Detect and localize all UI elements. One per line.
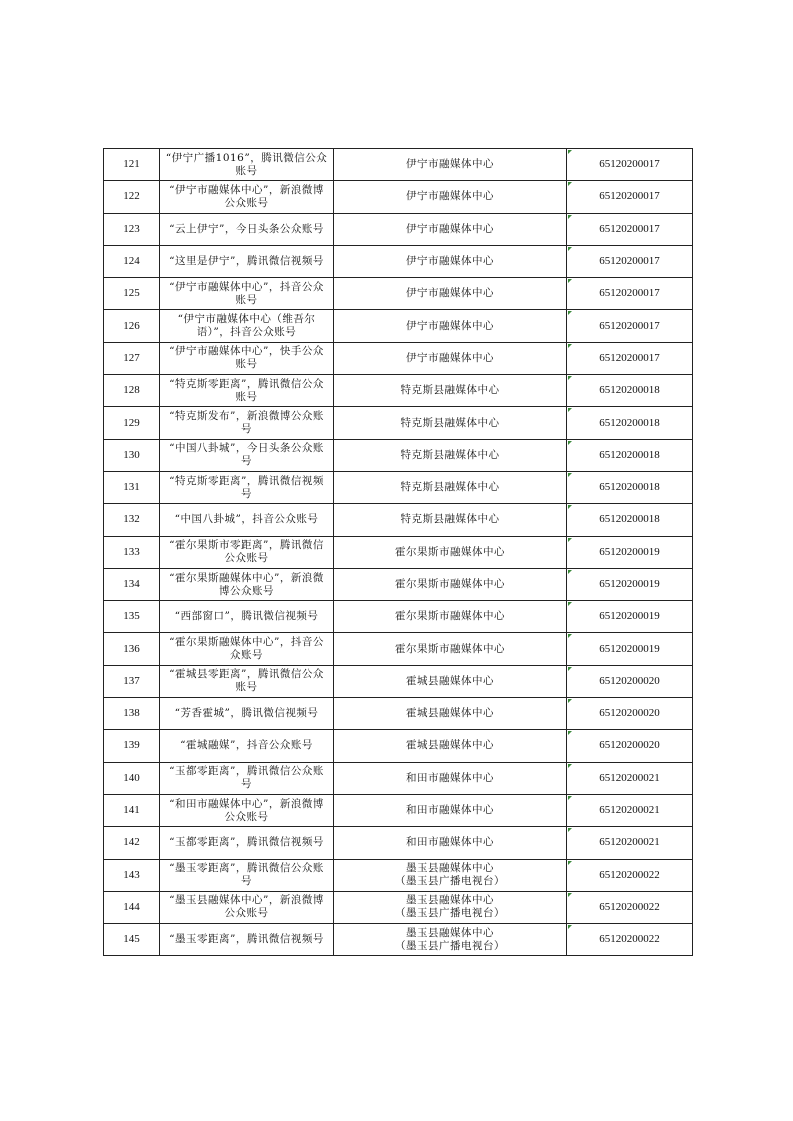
license-code-text: 65120200021 bbox=[599, 836, 660, 849]
row-number-cell: 123 bbox=[104, 213, 160, 245]
organization-line: 霍城县融媒体中心 bbox=[406, 674, 494, 687]
account-name-cell bbox=[160, 213, 334, 245]
table-row bbox=[104, 310, 693, 342]
account-name-line: 号 bbox=[241, 455, 252, 468]
license-code-text: 65120200017 bbox=[599, 190, 660, 203]
account-name-line: 公众账号 bbox=[224, 810, 269, 823]
account-name-cell bbox=[160, 471, 334, 503]
account-name-line: “玉都零距离”，腾讯微信视频号 bbox=[169, 836, 324, 849]
license-code-text: 65120200021 bbox=[599, 771, 660, 784]
cell-marker-icon bbox=[568, 215, 572, 219]
license-code-cell bbox=[567, 213, 693, 245]
organization-cell bbox=[334, 213, 567, 245]
license-code-cell bbox=[567, 698, 693, 730]
table-row bbox=[104, 827, 693, 859]
organization-line: 墨玉县融媒体中心 bbox=[406, 862, 494, 875]
license-code-cell bbox=[567, 891, 693, 923]
license-code-text: 65120200019 bbox=[599, 545, 660, 558]
organization-cell bbox=[334, 439, 567, 471]
row-number-cell: 130 bbox=[104, 439, 160, 471]
row-number-cell: 144 bbox=[104, 891, 160, 923]
row-number-cell: 141 bbox=[104, 794, 160, 826]
organization-cell bbox=[334, 245, 567, 277]
organization-cell bbox=[334, 924, 567, 956]
account-name-line: 众账号 bbox=[230, 649, 263, 662]
account-name-line: “墨玉零距离”，腾讯微信视频号 bbox=[169, 933, 324, 946]
organization-line: 和田市融媒体中心 bbox=[406, 804, 494, 817]
account-name-line: “西部窗口”，腾讯微信视频号 bbox=[174, 610, 319, 623]
account-name-line: “特克斯零距离”，腾讯微信视频 bbox=[169, 474, 324, 487]
license-code-text: 65120200018 bbox=[599, 513, 660, 526]
license-code-text: 65120200017 bbox=[599, 287, 660, 300]
table-row bbox=[104, 213, 693, 245]
account-name-line: 博公众账号 bbox=[219, 584, 274, 597]
organization-line: 墨玉县融媒体中心 bbox=[406, 926, 494, 939]
organization-cell bbox=[334, 601, 567, 633]
organization-line: 特克斯县融媒体中心 bbox=[400, 448, 500, 461]
row-number-cell: 125 bbox=[104, 278, 160, 310]
license-code-cell bbox=[567, 568, 693, 600]
cell-marker-icon bbox=[568, 441, 572, 445]
organization-line: 霍尔果斯市融媒体中心 bbox=[395, 642, 505, 655]
row-number-cell: 135 bbox=[104, 601, 160, 633]
organization-cell bbox=[334, 827, 567, 859]
license-code-text: 65120200019 bbox=[599, 642, 660, 655]
license-code-cell bbox=[567, 278, 693, 310]
organization-cell bbox=[334, 407, 567, 439]
cell-marker-icon bbox=[568, 150, 572, 154]
table-row bbox=[104, 665, 693, 697]
row-number-cell: 129 bbox=[104, 407, 160, 439]
cell-marker-icon bbox=[568, 796, 572, 800]
organization-line: （墨玉县广播电视台） bbox=[395, 939, 505, 952]
cell-marker-icon bbox=[568, 538, 572, 542]
row-number-cell: 133 bbox=[104, 536, 160, 568]
account-name-cell bbox=[160, 439, 334, 471]
row-number-cell: 143 bbox=[104, 859, 160, 891]
account-name-line: 账号 bbox=[235, 358, 258, 371]
license-code-cell bbox=[567, 633, 693, 665]
account-name-cell bbox=[160, 633, 334, 665]
cell-marker-icon bbox=[568, 570, 572, 574]
cell-marker-icon bbox=[568, 731, 572, 735]
account-name-line: “伊宁广播1016”，腾讯微信公众 bbox=[165, 151, 328, 164]
table-row bbox=[104, 601, 693, 633]
table-row bbox=[104, 536, 693, 568]
table-row bbox=[104, 504, 693, 536]
account-name-line: “特克斯零距离”，腾讯微信公众 bbox=[169, 377, 324, 390]
account-name-line: 公众账号 bbox=[224, 907, 269, 920]
account-name-line: “霍城县零距离”，腾讯微信公众 bbox=[169, 668, 324, 681]
account-name-line: 公众账号 bbox=[224, 552, 269, 565]
license-code-cell bbox=[567, 245, 693, 277]
license-code-text: 65120200017 bbox=[599, 158, 660, 171]
license-code-text: 65120200018 bbox=[599, 448, 660, 461]
table-row bbox=[104, 859, 693, 891]
row-number-cell: 140 bbox=[104, 762, 160, 794]
table-row bbox=[104, 891, 693, 923]
account-name-line: “云上伊宁”，今日头条公众账号 bbox=[169, 222, 324, 235]
table-row bbox=[104, 342, 693, 374]
account-name-line: 语）”，抖音公众账号 bbox=[196, 326, 297, 339]
license-code-cell bbox=[567, 924, 693, 956]
account-name-cell bbox=[160, 827, 334, 859]
cell-marker-icon bbox=[568, 182, 572, 186]
license-code-cell bbox=[567, 310, 693, 342]
organization-cell bbox=[334, 181, 567, 213]
account-name-cell bbox=[160, 536, 334, 568]
organization-cell bbox=[334, 568, 567, 600]
account-name-cell bbox=[160, 924, 334, 956]
organization-line: 霍尔果斯市融媒体中心 bbox=[395, 578, 505, 590]
account-name-cell bbox=[160, 278, 334, 310]
cell-marker-icon bbox=[568, 893, 572, 897]
organization-line: 伊宁市融媒体中心 bbox=[406, 222, 494, 235]
license-code-text: 65120200022 bbox=[599, 900, 660, 913]
organization-line: 伊宁市融媒体中心 bbox=[406, 287, 494, 300]
organization-cell bbox=[334, 471, 567, 503]
license-code-text: 65120200018 bbox=[599, 481, 660, 494]
cell-marker-icon bbox=[568, 602, 572, 606]
license-code-text: 65120200021 bbox=[599, 804, 660, 817]
cell-marker-icon bbox=[568, 828, 572, 832]
license-code-text: 65120200017 bbox=[599, 255, 660, 268]
cell-marker-icon bbox=[568, 311, 572, 315]
license-code-cell bbox=[567, 827, 693, 859]
account-name-line: 号 bbox=[241, 778, 252, 791]
license-code-text: 65120200020 bbox=[599, 739, 660, 752]
cell-marker-icon bbox=[568, 699, 572, 703]
account-name-line: “伊宁市融媒体中心（维吾尔 bbox=[177, 313, 316, 326]
row-number-cell: 131 bbox=[104, 471, 160, 503]
license-code-text: 65120200022 bbox=[599, 933, 660, 946]
table-row bbox=[104, 245, 693, 277]
account-name-line: 公众账号 bbox=[224, 196, 269, 209]
organization-line: 特克斯县融媒体中心 bbox=[400, 481, 500, 494]
account-name-line: “中国八卦城”，今日头条公众账 bbox=[169, 442, 324, 455]
account-name-line: “霍尔果斯融媒体中心”，抖音公 bbox=[169, 636, 324, 649]
account-name-line: 账号 bbox=[235, 390, 258, 403]
license-code-cell bbox=[567, 859, 693, 891]
account-name-line: “芳香霍城”，腾讯微信视频号 bbox=[174, 707, 319, 720]
license-code-text: 65120200018 bbox=[599, 416, 660, 429]
cell-marker-icon bbox=[568, 634, 572, 638]
license-code-cell bbox=[567, 375, 693, 407]
organization-line: 特克斯县融媒体中心 bbox=[400, 513, 500, 526]
organization-cell bbox=[334, 278, 567, 310]
table-row bbox=[104, 568, 693, 600]
account-name-cell bbox=[160, 342, 334, 374]
cell-marker-icon bbox=[568, 473, 572, 477]
cell-marker-icon bbox=[568, 344, 572, 348]
account-name-line: “霍尔果斯融媒体中心”，新浪微 bbox=[169, 571, 324, 584]
organization-line: 霍尔果斯市融媒体中心 bbox=[395, 610, 505, 623]
account-name-line: 号 bbox=[241, 875, 252, 888]
row-number-cell: 122 bbox=[104, 181, 160, 213]
account-name-cell bbox=[160, 859, 334, 891]
license-code-cell bbox=[567, 471, 693, 503]
table-row bbox=[104, 794, 693, 826]
license-code-cell bbox=[567, 730, 693, 762]
license-code-cell bbox=[567, 342, 693, 374]
table-row bbox=[104, 698, 693, 730]
organization-line: 伊宁市融媒体中心 bbox=[406, 158, 494, 171]
organization-line: 霍城县融媒体中心 bbox=[406, 739, 494, 752]
account-name-line: 号 bbox=[241, 487, 252, 500]
row-number-cell: 137 bbox=[104, 665, 160, 697]
license-code-text: 65120200017 bbox=[599, 351, 660, 364]
license-code-cell bbox=[567, 794, 693, 826]
cell-marker-icon bbox=[568, 376, 572, 380]
organization-line: 特克斯县融媒体中心 bbox=[400, 384, 500, 397]
account-name-line: “伊宁市融媒体中心”，抖音公众 bbox=[169, 280, 324, 293]
account-name-cell bbox=[160, 149, 334, 181]
cell-marker-icon bbox=[568, 925, 572, 929]
license-code-cell bbox=[567, 504, 693, 536]
account-name-cell bbox=[160, 665, 334, 697]
organization-line: （墨玉县广播电视台） bbox=[395, 875, 505, 888]
cell-marker-icon bbox=[568, 408, 572, 412]
cell-marker-icon bbox=[568, 667, 572, 671]
organization-cell bbox=[334, 310, 567, 342]
organization-cell bbox=[334, 698, 567, 730]
license-code-cell bbox=[567, 439, 693, 471]
organization-line: （墨玉县广播电视台） bbox=[395, 907, 505, 920]
account-name-cell bbox=[160, 568, 334, 600]
row-number-cell: 142 bbox=[104, 827, 160, 859]
account-name-line: “玉都零距离”，腾讯微信公众账 bbox=[169, 765, 324, 778]
account-name-cell bbox=[160, 794, 334, 826]
row-number-cell: 136 bbox=[104, 633, 160, 665]
organization-line: 伊宁市融媒体中心 bbox=[406, 190, 494, 203]
organization-cell bbox=[334, 149, 567, 181]
table-row bbox=[104, 633, 693, 665]
organization-cell bbox=[334, 730, 567, 762]
row-number-cell: 139 bbox=[104, 730, 160, 762]
organization-cell bbox=[334, 794, 567, 826]
account-name-line: 账号 bbox=[235, 164, 258, 177]
registry-table bbox=[103, 148, 693, 956]
organization-cell bbox=[334, 665, 567, 697]
row-number-cell: 132 bbox=[104, 504, 160, 536]
cell-marker-icon bbox=[568, 764, 572, 768]
table-row bbox=[104, 439, 693, 471]
organization-line: 霍城县融媒体中心 bbox=[406, 707, 494, 720]
account-name-cell bbox=[160, 730, 334, 762]
cell-marker-icon bbox=[568, 247, 572, 251]
license-code-text: 65120200017 bbox=[599, 319, 660, 332]
cell-marker-icon bbox=[568, 861, 572, 865]
row-number-cell: 121 bbox=[104, 149, 160, 181]
license-code-cell bbox=[567, 407, 693, 439]
license-code-cell bbox=[567, 665, 693, 697]
account-name-line: “伊宁市融媒体中心”，快手公众 bbox=[169, 345, 324, 358]
organization-line: 霍尔果斯市融媒体中心 bbox=[395, 545, 505, 558]
account-name-cell bbox=[160, 375, 334, 407]
row-number-cell: 128 bbox=[104, 375, 160, 407]
table-row bbox=[104, 924, 693, 956]
table-row bbox=[104, 730, 693, 762]
account-name-cell bbox=[160, 762, 334, 794]
account-name-line: 账号 bbox=[235, 293, 258, 306]
account-name-cell bbox=[160, 407, 334, 439]
license-code-text: 65120200019 bbox=[599, 578, 660, 590]
organization-line: 墨玉县融媒体中心 bbox=[406, 894, 494, 907]
table-row bbox=[104, 471, 693, 503]
account-name-line: “中国八卦城”，抖音公众账号 bbox=[174, 513, 319, 526]
license-code-text: 65120200020 bbox=[599, 707, 660, 720]
organization-line: 和田市融媒体中心 bbox=[406, 771, 494, 784]
license-code-text: 65120200017 bbox=[599, 222, 660, 235]
account-name-cell bbox=[160, 698, 334, 730]
account-name-line: “霍城融媒”，抖音公众账号 bbox=[180, 739, 313, 752]
account-name-line: 账号 bbox=[235, 681, 258, 694]
organization-line: 和田市融媒体中心 bbox=[406, 836, 494, 849]
account-name-cell bbox=[160, 891, 334, 923]
registry-table-body bbox=[104, 149, 693, 956]
organization-cell bbox=[334, 375, 567, 407]
account-name-cell bbox=[160, 504, 334, 536]
organization-cell bbox=[334, 633, 567, 665]
account-name-line: “墨玉县融媒体中心”，新浪微博 bbox=[169, 894, 324, 907]
table-row bbox=[104, 375, 693, 407]
account-name-line: “这里是伊宁”，腾讯微信视频号 bbox=[169, 255, 324, 268]
license-code-cell bbox=[567, 536, 693, 568]
organization-line: 伊宁市融媒体中心 bbox=[406, 319, 494, 332]
row-number-cell: 138 bbox=[104, 698, 160, 730]
organization-cell bbox=[334, 342, 567, 374]
account-name-line: “特克斯发布”，新浪微博公众账号 bbox=[169, 410, 324, 436]
organization-line: 伊宁市融媒体中心 bbox=[406, 351, 494, 364]
cell-marker-icon bbox=[568, 505, 572, 509]
organization-cell bbox=[334, 891, 567, 923]
table-row bbox=[104, 181, 693, 213]
account-name-line: “霍尔果斯市零距离”，腾讯微信 bbox=[169, 539, 324, 552]
table-row bbox=[104, 149, 693, 181]
license-code-text: 65120200018 bbox=[599, 384, 660, 397]
row-number-cell: 126 bbox=[104, 310, 160, 342]
organization-cell bbox=[334, 762, 567, 794]
license-code-text: 65120200019 bbox=[599, 610, 660, 623]
account-name-line: “墨玉零距离”，腾讯微信公众账 bbox=[169, 862, 324, 875]
row-number-cell: 145 bbox=[104, 924, 160, 956]
organization-line: 特克斯县融媒体中心 bbox=[400, 416, 500, 429]
account-name-cell bbox=[160, 601, 334, 633]
license-code-cell bbox=[567, 601, 693, 633]
row-number-cell: 124 bbox=[104, 245, 160, 277]
row-number-cell: 127 bbox=[104, 342, 160, 374]
organization-cell bbox=[334, 504, 567, 536]
table-row bbox=[104, 762, 693, 794]
license-code-cell bbox=[567, 762, 693, 794]
license-code-cell bbox=[567, 149, 693, 181]
license-code-cell bbox=[567, 181, 693, 213]
account-name-cell bbox=[160, 181, 334, 213]
account-name-cell bbox=[160, 245, 334, 277]
row-number-cell: 134 bbox=[104, 568, 160, 600]
table-row bbox=[104, 278, 693, 310]
account-name-line: “和田市融媒体中心”，新浪微博 bbox=[169, 797, 324, 810]
account-name-line: “伊宁市融媒体中心”，新浪微博 bbox=[169, 183, 324, 196]
license-code-text: 65120200020 bbox=[599, 674, 660, 687]
organization-cell bbox=[334, 536, 567, 568]
account-name-cell bbox=[160, 310, 334, 342]
table-row bbox=[104, 407, 693, 439]
license-code-text: 65120200022 bbox=[599, 868, 660, 881]
organization-line: 伊宁市融媒体中心 bbox=[406, 255, 494, 268]
organization-cell bbox=[334, 859, 567, 891]
cell-marker-icon bbox=[568, 279, 572, 283]
